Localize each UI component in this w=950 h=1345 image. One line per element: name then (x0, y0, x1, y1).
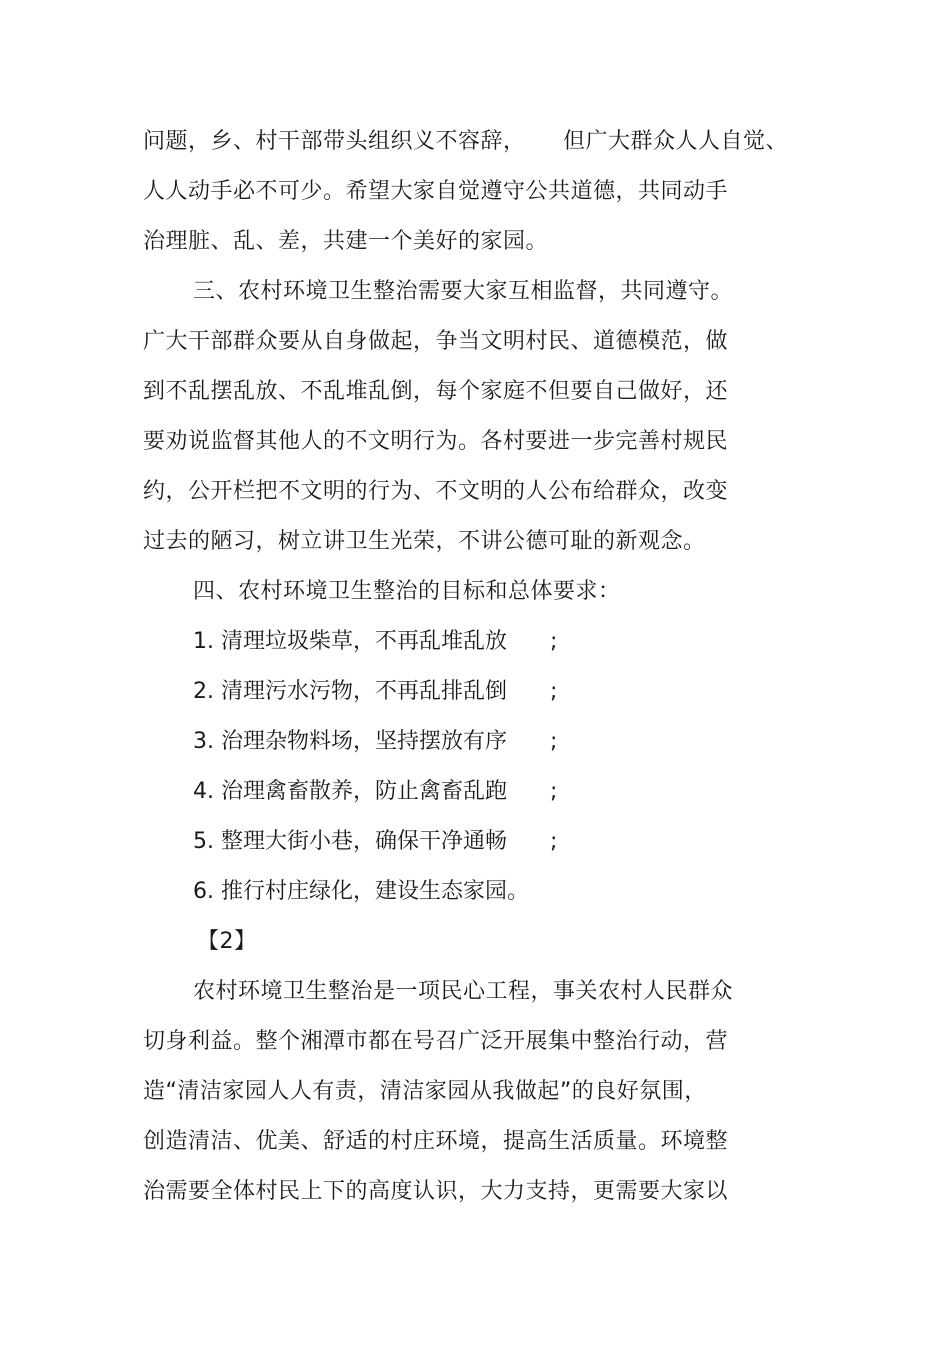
list-item-end: ; (550, 829, 558, 854)
paragraph-line: 过去的陋习，树立讲卫生光荣，不讲公德可耻的新观念。 (143, 529, 706, 554)
list-item-end: ; (550, 629, 558, 654)
paragraph-line: 要劝说监督其他人的不文明行为。各村要进一步完善村规民 (143, 429, 729, 454)
list-item-end: ; (550, 779, 558, 804)
list-item: 3. 治理杂物料场，坚持摆放有序 (193, 729, 507, 754)
paragraph-line: 创造清洁、优美、舒适的村庄环境，提高生活质量。环境整 (143, 1129, 729, 1154)
list-item: 5. 整理大街小巷，确保干净通畅 (193, 829, 507, 854)
paragraph-line: 广大干部群众要从自身做起，争当文明村民、道德模范，做 (143, 329, 729, 354)
list-item: 6. 推行村庄绿化，建设生态家园。 (193, 879, 529, 904)
section-marker: 【2】 (197, 929, 257, 954)
paragraph-line: 造“清洁家园人人有责，清洁家园从我做起”的良好氛围， (143, 1079, 707, 1104)
list-item: 2. 清理污水污物，不再乱排乱倒 (193, 679, 507, 704)
list-item: 1. 清理垃圾柴草，不再乱堆乱放 (193, 629, 507, 654)
section-heading: 四、农村环境卫生整治的目标和总体要求： (193, 579, 621, 604)
paragraph-line: 治需要全体村民上下的高度认识，大力支持，更需要大家以 (143, 1179, 729, 1204)
list-item: 4. 治理禽畜散养，防止禽畜乱跑 (193, 779, 507, 804)
list-item-end: ; (550, 679, 558, 704)
paragraph-line: 农村环境卫生整治是一项民心工程，事关农村人民群众 (193, 979, 734, 1004)
paragraph-line: 人人动手必不可少。希望大家自觉遵守公共道德，共同动手 (143, 179, 729, 204)
paragraph-line: 问题，乡、村干部带头组织义不容辞， (143, 129, 526, 154)
list-item-end: ; (550, 729, 558, 754)
section-heading: 三、农村环境卫生整治需要大家互相监督，共同遵守。 (193, 279, 734, 304)
paragraph-line: 治理脏、乱、差，共建一个美好的家园。 (143, 229, 549, 254)
paragraph-line: 约，公开栏把不文明的行为、不文明的人公布给群众，改变 (143, 479, 729, 504)
paragraph-line: 切身利益。整个湘潭市都在号召广泛开展集中整治行动，营 (143, 1029, 729, 1054)
paragraph-line: 到不乱摆乱放、不乱堆乱倒，每个家庭不但要自己做好，还 (143, 379, 729, 404)
paragraph-line: 但广大群众人人自觉、 (563, 129, 789, 154)
